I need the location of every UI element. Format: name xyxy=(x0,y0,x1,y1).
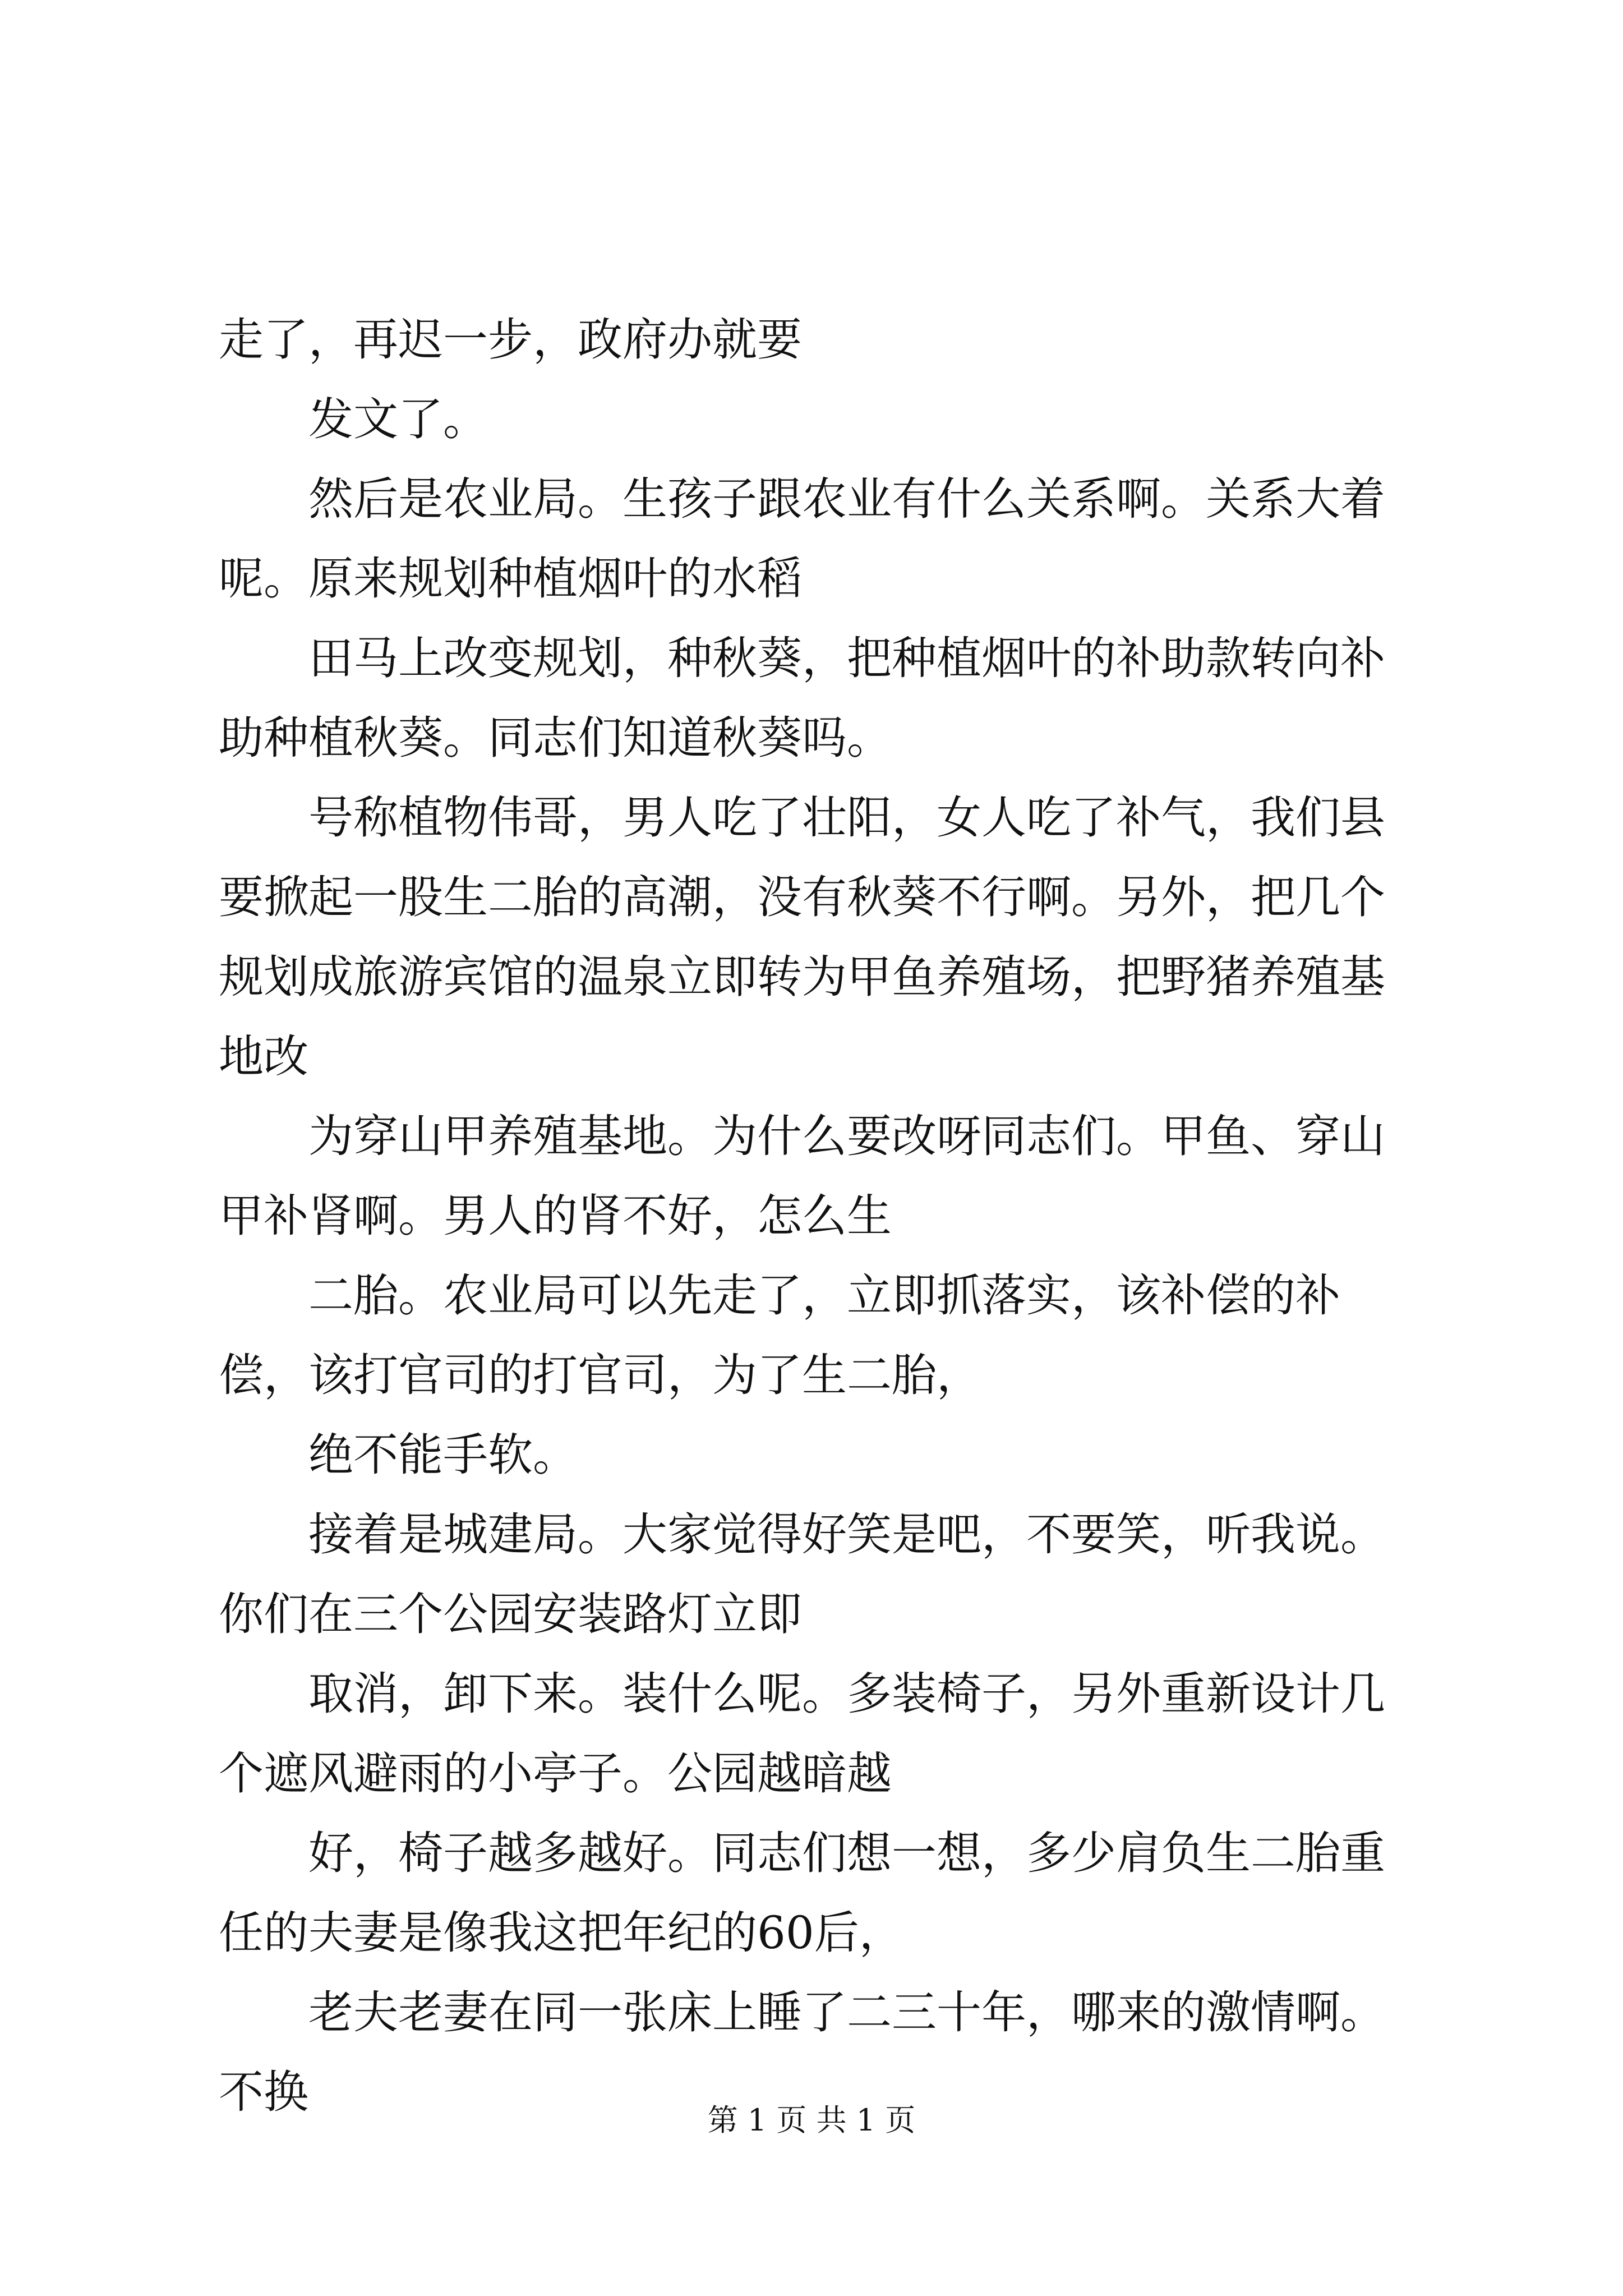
paragraph-6: 为穿山甲养殖基地。为什么要改呀同志们。甲鱼、穿山甲补肾啊。男人的肾不好，怎么生 xyxy=(219,1110,1385,1242)
paragraph-4: 田马上改变规划，种秋葵，把种植烟叶的补助款转向补助种植秋葵。同志们知道秋葵吗。 xyxy=(219,632,1385,764)
paragraph-11: 好，椅子越多越好。同志们想一想，多少肩负生二胎重任的夫妻是像我这把年纪的60后， xyxy=(219,1827,1385,1959)
paragraph-3: 然后是农业局。生孩子跟农业有什么关系啊。关系大着呢。原来规划种植烟叶的水稻 xyxy=(219,473,1385,605)
paragraph-12: 老夫老妻在同一张床上睡了二三十年，哪来的激情啊。不换 xyxy=(219,1986,1385,2118)
paragraph-5: 号称植物伟哥，男人吃了壮阳，女人吃了补气，我们县要掀起一股生二胎的高潮，没有秋葵不行啊。另外，把几个规划成旅游宾馆的温泉立即转为甲鱼养殖场，把野猪养殖基地改 xyxy=(219,792,1385,1083)
paragraph-7: 二胎。农业局可以先走了，立即抓落实，该补偿的补偿，该打官司的打官司，为了生二胎， xyxy=(219,1269,1340,1401)
paragraph-9: 接着是城建局。大家觉得好笑是吧，不要笑，听我说。你们在三个公园安装路灯立即 xyxy=(219,1508,1385,1640)
paragraph-2: 发文了。 xyxy=(308,393,488,445)
page-footer: 第 1 页 共 1 页 xyxy=(707,2102,916,2138)
paragraph-10: 取消，卸下来。装什么呢。多装椅子，另外重新设计几个遮风避雨的小亭子。公园越暗越 xyxy=(219,1668,1385,1800)
document-body xyxy=(219,300,1424,2132)
paragraph-8: 绝不能手软。 xyxy=(308,1429,578,1481)
paragraph-1: 走了，再迟一步，政府办就要 xyxy=(219,314,802,366)
